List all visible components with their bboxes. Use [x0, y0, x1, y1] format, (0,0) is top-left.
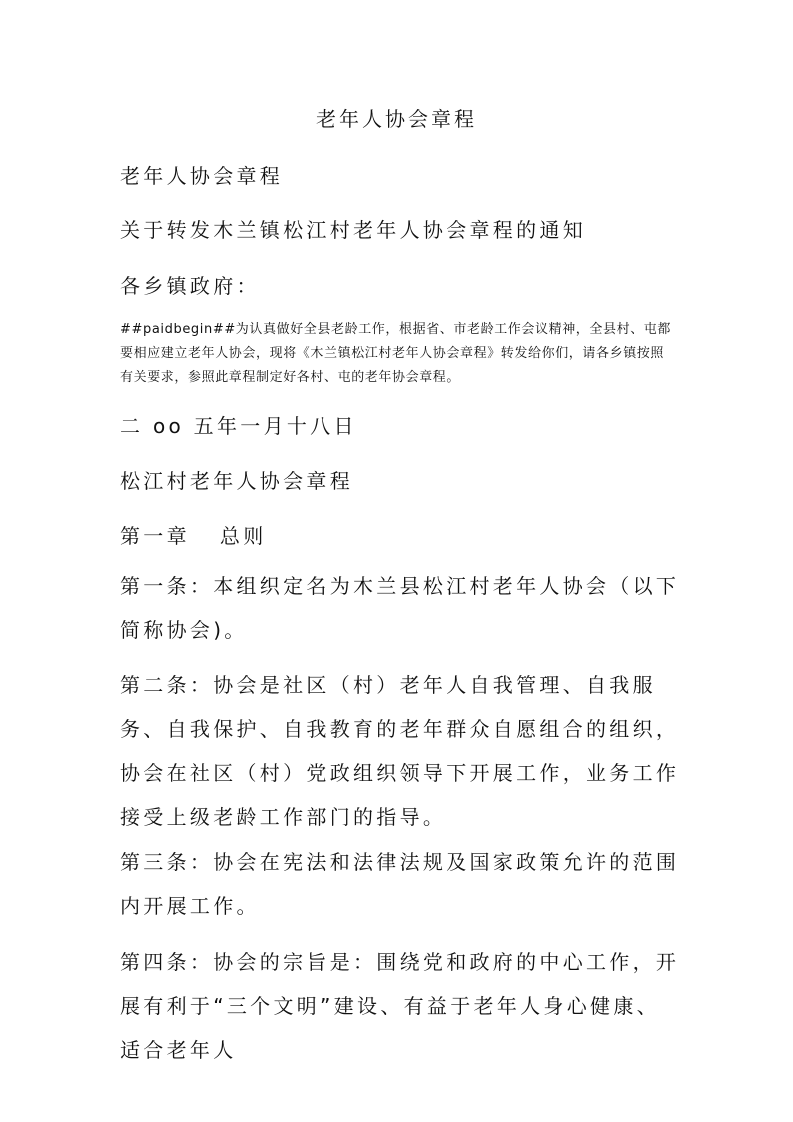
article-2: 第二条：协会是社区（村）老年人自我管理、自我服务、自我保护、自我教育的老年群众自愿组合的组织，协会在社区（村）党政组织领导下开展工作，业务工作接受上级老龄工作部门的指导。 [120, 673, 680, 829]
document-heading: 老年人协会章程 [120, 164, 284, 188]
notice-title: 关于转发木兰镇松江村老年人协会章程的通知 [120, 218, 586, 242]
salutation: 各乡镇政府： [120, 274, 260, 298]
page-title: 老年人协会章程 [316, 107, 477, 131]
article-4: 第四条：协会的宗旨是：围绕党和政府的中心工作，开展有利于“三个文明”建设、有益于老年人身心健康、适合老年人 [120, 950, 680, 1062]
notice-body: ##paidbegin##为认真做好全县老龄工作，根据省、市老龄工作会议精神，全县村、屯都要相应建立老年人协会，现将《木兰镇松江村老年人协会章程》转发给你们，请各乡镇按照有关要求，参照此章程制定好各村、屯的老年协会章程。 [120, 322, 672, 385]
chapter-name: 总则 [219, 524, 267, 548]
article-1: 第一条：本组织定名为木兰县松江村老年人协会（以下简称协会)。 [120, 574, 680, 642]
chapter-label: 第一章 [120, 524, 190, 548]
article-3: 第三条：协会在宪法和法律法规及国家政策允许的范围内开展工作。 [120, 850, 680, 918]
chapter-heading [120, 520, 267, 549]
charter-title: 松江村老年人协会章程 [120, 469, 353, 493]
notice-date: 二 oo 五年一月十八日 [120, 414, 357, 438]
